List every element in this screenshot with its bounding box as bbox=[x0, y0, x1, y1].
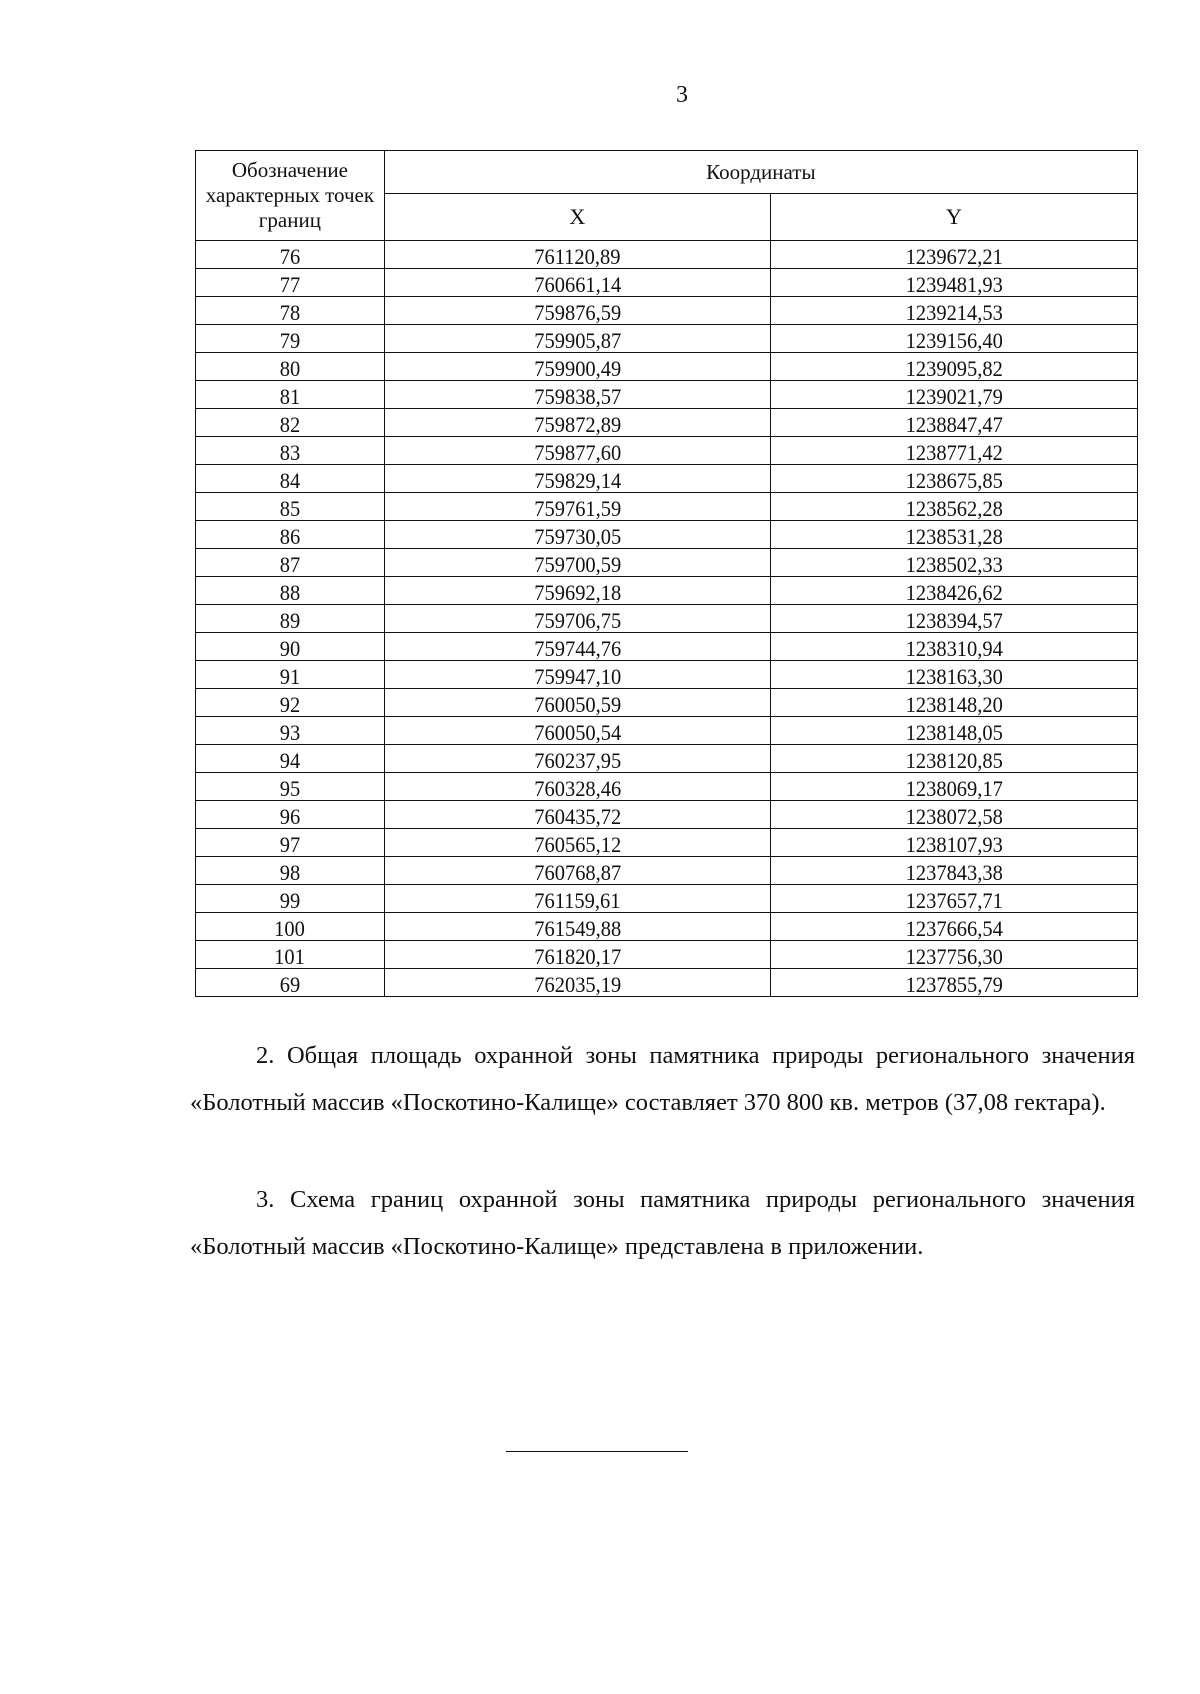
point-cell-text: 91 bbox=[279, 664, 301, 689]
y-coordinate-cell-text: 1237666,54 bbox=[905, 916, 1003, 941]
y-coordinate-cell-text: 1238310,94 bbox=[905, 636, 1003, 661]
table-row bbox=[196, 633, 1138, 661]
column-header-coordinates: Координаты bbox=[384, 151, 1137, 194]
table-row bbox=[196, 885, 1138, 913]
x-coordinate-cell-text: 760050,54 bbox=[533, 720, 621, 745]
x-coordinate-cell-text: 759744,76 bbox=[533, 636, 621, 661]
y-coordinate-cell-text: 1238675,85 bbox=[905, 468, 1003, 493]
point-cell-text: 77 bbox=[279, 272, 301, 297]
y-coordinate-cell bbox=[770, 633, 1137, 661]
y-coordinate-cell bbox=[770, 913, 1137, 941]
x-coordinate-cell-text: 759700,59 bbox=[533, 552, 621, 577]
point-cell bbox=[196, 633, 385, 661]
table-row bbox=[196, 381, 1138, 409]
x-coordinate-cell-text: 759877,60 bbox=[533, 440, 621, 465]
table-row bbox=[196, 689, 1138, 717]
x-coordinate-cell bbox=[384, 437, 770, 465]
x-coordinate-cell-text: 759692,18 bbox=[533, 580, 621, 605]
table-row bbox=[196, 913, 1138, 941]
column-header-x: X bbox=[384, 194, 770, 241]
table-row bbox=[196, 493, 1138, 521]
table-row bbox=[196, 269, 1138, 297]
y-coordinate-cell bbox=[770, 941, 1137, 969]
y-coordinate-cell-text: 1239214,53 bbox=[905, 300, 1003, 325]
x-coordinate-cell bbox=[384, 605, 770, 633]
paragraph-total-area bbox=[190, 1032, 1135, 1126]
x-coordinate-cell-text: 759706,75 bbox=[533, 608, 621, 633]
x-coordinate-cell bbox=[384, 969, 770, 997]
x-coordinate-cell-text: 759838,57 bbox=[533, 384, 621, 409]
x-coordinate-cell bbox=[384, 521, 770, 549]
end-divider-line bbox=[506, 1451, 688, 1452]
x-coordinate-cell-text: 760768,87 bbox=[533, 860, 621, 885]
x-coordinate-cell-text: 760328,46 bbox=[533, 776, 621, 801]
point-cell-text: 76 bbox=[279, 244, 301, 269]
y-coordinate-cell-text: 1238120,85 bbox=[905, 748, 1003, 773]
x-coordinate-cell-text: 759947,10 bbox=[533, 664, 621, 689]
x-coordinate-cell-text: 759761,59 bbox=[533, 496, 621, 521]
table-row bbox=[196, 773, 1138, 801]
table-row bbox=[196, 605, 1138, 633]
x-coordinate-cell-text: 759829,14 bbox=[533, 468, 621, 493]
y-coordinate-cell bbox=[770, 745, 1137, 773]
y-coordinate-cell bbox=[770, 661, 1137, 689]
table-row bbox=[196, 325, 1138, 353]
point-cell bbox=[196, 297, 385, 325]
x-coordinate-cell bbox=[384, 829, 770, 857]
y-coordinate-cell bbox=[770, 409, 1137, 437]
point-cell-text: 89 bbox=[279, 608, 301, 633]
table-row bbox=[196, 577, 1138, 605]
point-cell-text: 82 bbox=[279, 412, 301, 437]
x-coordinate-cell bbox=[384, 409, 770, 437]
point-cell-text: 97 bbox=[279, 832, 301, 857]
y-coordinate-cell-text: 1239021,79 bbox=[905, 384, 1003, 409]
table-row bbox=[196, 801, 1138, 829]
point-cell bbox=[196, 549, 385, 577]
y-coordinate-cell bbox=[770, 689, 1137, 717]
x-coordinate-cell bbox=[384, 493, 770, 521]
point-cell-text: 96 bbox=[279, 804, 301, 829]
y-coordinate-cell-text: 1238394,57 bbox=[905, 608, 1003, 633]
y-coordinate-cell-text: 1239095,82 bbox=[905, 356, 1003, 381]
y-coordinate-cell bbox=[770, 297, 1137, 325]
point-cell bbox=[196, 969, 385, 997]
table-row bbox=[196, 521, 1138, 549]
x-coordinate-cell-text: 759872,89 bbox=[533, 412, 621, 437]
x-coordinate-cell-text: 760565,12 bbox=[533, 832, 621, 857]
y-coordinate-cell-text: 1238072,58 bbox=[905, 804, 1003, 829]
x-coordinate-cell bbox=[384, 549, 770, 577]
point-cell bbox=[196, 661, 385, 689]
point-cell bbox=[196, 689, 385, 717]
y-coordinate-cell bbox=[770, 381, 1137, 409]
y-coordinate-cell bbox=[770, 353, 1137, 381]
y-coordinate-cell bbox=[770, 521, 1137, 549]
y-coordinate-cell-text: 1239672,21 bbox=[905, 244, 1003, 269]
point-cell-text: 93 bbox=[279, 720, 301, 745]
y-coordinate-cell-text: 1237657,71 bbox=[905, 888, 1003, 913]
y-coordinate-cell bbox=[770, 857, 1137, 885]
point-cell bbox=[196, 465, 385, 493]
point-cell-text: 94 bbox=[279, 748, 301, 773]
x-coordinate-cell bbox=[384, 941, 770, 969]
coordinates-table bbox=[195, 150, 1138, 997]
x-coordinate-cell bbox=[384, 381, 770, 409]
table-row bbox=[196, 941, 1138, 969]
x-coordinate-cell bbox=[384, 857, 770, 885]
table-row bbox=[196, 857, 1138, 885]
y-coordinate-cell-text: 1238107,93 bbox=[905, 832, 1003, 857]
x-coordinate-cell bbox=[384, 745, 770, 773]
x-coordinate-cell bbox=[384, 633, 770, 661]
y-coordinate-cell bbox=[770, 269, 1137, 297]
y-coordinate-cell-text: 1238771,42 bbox=[905, 440, 1003, 465]
point-cell bbox=[196, 325, 385, 353]
y-coordinate-cell bbox=[770, 577, 1137, 605]
point-cell-text: 92 bbox=[279, 692, 301, 717]
point-cell-text: 83 bbox=[279, 440, 301, 465]
point-cell bbox=[196, 773, 385, 801]
point-cell-text: 101 bbox=[274, 944, 306, 969]
point-cell bbox=[196, 493, 385, 521]
point-cell bbox=[196, 941, 385, 969]
point-cell-text: 95 bbox=[279, 776, 301, 801]
table-row bbox=[196, 437, 1138, 465]
x-coordinate-cell bbox=[384, 801, 770, 829]
x-coordinate-cell-text: 762035,19 bbox=[533, 972, 621, 997]
x-coordinate-cell-text: 760661,14 bbox=[533, 272, 621, 297]
x-coordinate-cell-text: 759730,05 bbox=[533, 524, 621, 549]
y-coordinate-cell-text: 1238148,20 bbox=[905, 692, 1003, 717]
x-coordinate-cell-text: 759876,59 bbox=[533, 300, 621, 325]
x-coordinate-cell-text: 760237,95 bbox=[533, 748, 621, 773]
x-coordinate-cell bbox=[384, 577, 770, 605]
point-cell-text: 69 bbox=[279, 972, 301, 997]
table-row bbox=[196, 465, 1138, 493]
x-coordinate-cell bbox=[384, 689, 770, 717]
y-coordinate-cell-text: 1237855,79 bbox=[905, 972, 1003, 997]
x-coordinate-cell bbox=[384, 297, 770, 325]
y-coordinate-cell-text: 1238502,33 bbox=[905, 552, 1003, 577]
y-coordinate-cell-text: 1238069,17 bbox=[905, 776, 1003, 801]
point-cell-text: 90 bbox=[279, 636, 301, 661]
y-coordinate-cell-text: 1237843,38 bbox=[905, 860, 1003, 885]
y-coordinate-cell bbox=[770, 465, 1137, 493]
point-cell-text: 99 bbox=[279, 888, 301, 913]
point-cell-text: 80 bbox=[279, 356, 301, 381]
table-row bbox=[196, 353, 1138, 381]
point-cell bbox=[196, 745, 385, 773]
point-cell bbox=[196, 381, 385, 409]
x-coordinate-cell bbox=[384, 717, 770, 745]
x-coordinate-cell-text: 760435,72 bbox=[533, 804, 621, 829]
column-header-y: Y bbox=[770, 194, 1137, 241]
y-coordinate-cell-text: 1237756,30 bbox=[905, 944, 1003, 969]
table-row bbox=[196, 745, 1138, 773]
y-coordinate-cell bbox=[770, 325, 1137, 353]
x-coordinate-cell bbox=[384, 661, 770, 689]
y-coordinate-cell bbox=[770, 241, 1137, 269]
y-coordinate-cell bbox=[770, 493, 1137, 521]
table-row bbox=[196, 297, 1138, 325]
paragraph-boundary-scheme bbox=[190, 1176, 1135, 1270]
point-cell bbox=[196, 857, 385, 885]
paragraph-boundary-scheme-text: 3. Схема границ охранной зоны памятника природы регионального значения «Болотный массив «Поскотино-Калище» представлена в приложении. bbox=[190, 1186, 1135, 1260]
x-coordinate-cell bbox=[384, 885, 770, 913]
point-cell-text: 84 bbox=[279, 468, 301, 493]
x-coordinate-cell-text: 761820,17 bbox=[533, 944, 621, 969]
column-header-point: Обозначение характерных точек границ bbox=[196, 151, 385, 241]
point-cell bbox=[196, 913, 385, 941]
point-cell-text: 86 bbox=[279, 524, 301, 549]
y-coordinate-cell-text: 1238531,28 bbox=[905, 524, 1003, 549]
x-coordinate-cell-text: 761159,61 bbox=[534, 888, 621, 913]
table-row bbox=[196, 241, 1138, 269]
table-row bbox=[196, 549, 1138, 577]
point-cell-text: 81 bbox=[279, 384, 301, 409]
point-cell bbox=[196, 437, 385, 465]
y-coordinate-cell bbox=[770, 885, 1137, 913]
point-cell bbox=[196, 577, 385, 605]
table-row bbox=[196, 969, 1138, 997]
table-row bbox=[196, 409, 1138, 437]
x-coordinate-cell bbox=[384, 325, 770, 353]
y-coordinate-cell-text: 1239481,93 bbox=[905, 272, 1003, 297]
y-coordinate-cell-text: 1238562,28 bbox=[905, 496, 1003, 521]
x-coordinate-cell bbox=[384, 269, 770, 297]
table-row bbox=[196, 717, 1138, 745]
point-cell-text: 88 bbox=[279, 580, 301, 605]
y-coordinate-cell bbox=[770, 549, 1137, 577]
x-coordinate-cell-text: 759905,87 bbox=[533, 328, 621, 353]
point-cell bbox=[196, 241, 385, 269]
point-cell bbox=[196, 409, 385, 437]
x-coordinate-cell bbox=[384, 353, 770, 381]
table-row bbox=[196, 829, 1138, 857]
x-coordinate-cell bbox=[384, 465, 770, 493]
y-coordinate-cell-text: 1238148,05 bbox=[905, 720, 1003, 745]
point-cell-text: 78 bbox=[279, 300, 301, 325]
x-coordinate-cell bbox=[384, 913, 770, 941]
point-cell bbox=[196, 829, 385, 857]
y-coordinate-cell bbox=[770, 829, 1137, 857]
y-coordinate-cell bbox=[770, 773, 1137, 801]
point-cell-text: 100 bbox=[274, 916, 306, 941]
point-cell bbox=[196, 353, 385, 381]
y-coordinate-cell bbox=[770, 801, 1137, 829]
x-coordinate-cell bbox=[384, 241, 770, 269]
point-cell bbox=[196, 269, 385, 297]
x-coordinate-cell-text: 761549,88 bbox=[533, 916, 621, 941]
y-coordinate-cell bbox=[770, 969, 1137, 997]
point-cell-text: 87 bbox=[279, 552, 301, 577]
y-coordinate-cell bbox=[770, 605, 1137, 633]
point-cell-text: 98 bbox=[279, 860, 301, 885]
point-cell bbox=[196, 605, 385, 633]
table-row bbox=[196, 661, 1138, 689]
y-coordinate-cell-text: 1238847,47 bbox=[905, 412, 1003, 437]
point-cell-text: 79 bbox=[279, 328, 301, 353]
table-body bbox=[196, 241, 1138, 997]
y-coordinate-cell bbox=[770, 717, 1137, 745]
y-coordinate-cell-text: 1239156,40 bbox=[905, 328, 1003, 353]
paragraph-total-area-text: 2. Общая площадь охранной зоны памятника природы регионального значения «Болотный массив «Поскотино-Калище» составляет 370 800 кв. метров (37,08 гектара). bbox=[190, 1042, 1135, 1116]
y-coordinate-cell-text: 1238163,30 bbox=[905, 664, 1003, 689]
x-coordinate-cell-text: 761120,89 bbox=[534, 244, 621, 269]
x-coordinate-cell-text: 760050,59 bbox=[533, 692, 621, 717]
y-coordinate-cell-text: 1238426,62 bbox=[905, 580, 1003, 605]
y-coordinate-cell bbox=[770, 437, 1137, 465]
point-cell-text: 85 bbox=[279, 496, 301, 521]
x-coordinate-cell bbox=[384, 773, 770, 801]
point-cell bbox=[196, 885, 385, 913]
point-cell bbox=[196, 521, 385, 549]
point-cell bbox=[196, 717, 385, 745]
point-cell bbox=[196, 801, 385, 829]
x-coordinate-cell-text: 759900,49 bbox=[533, 356, 621, 381]
page-number: 3 bbox=[676, 82, 688, 108]
